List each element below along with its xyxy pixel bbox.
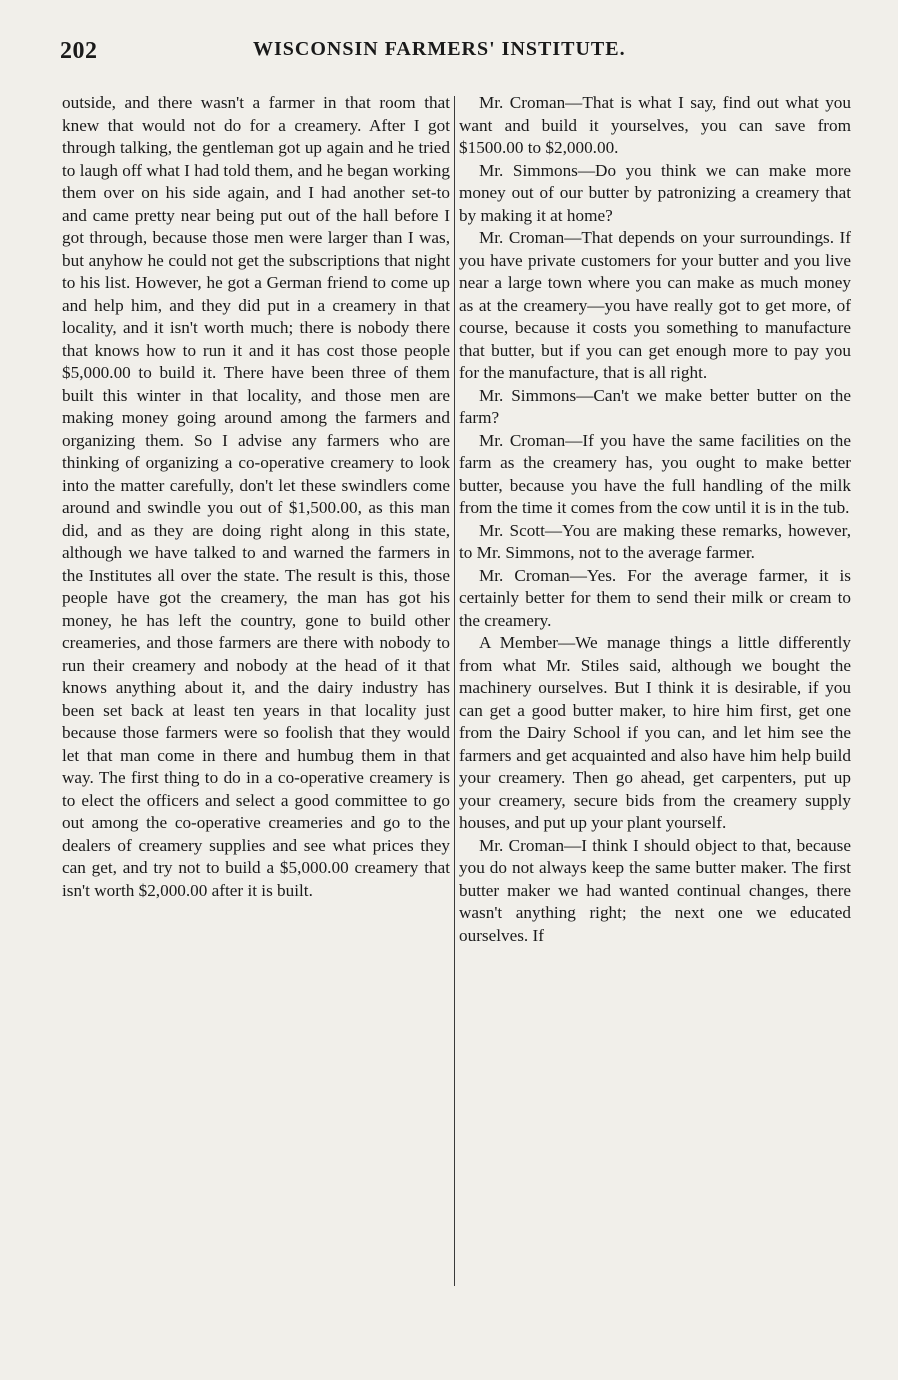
paragraph: Mr. Croman—That depends on your surroundings. If you have private customers for your butter and you live near a large town where you can make as much money as at the creamery—you have really got to get more, of course, because it costs you something to manufacture that butter, but if you can get enough more to pay you for the manufacture, that is all right. — [459, 228, 851, 382]
paragraph: outside, and there wasn't a farmer in that room that knew that would not do for a creamery. After I got through talking, the gentleman got up again and he tried to laugh off what I had told them, and he began working them over on his side again, and I had another set-to and came pretty near being put out of the hall before I got through, because those men were larger than I was, but anyhow he could not get the subscriptions that night to his list. However, he got a German friend to come up and help him, and they did put in a creamery in that locality, and it isn't worth much; there is nobody there that knows how to run it and it has cost those people $5,000.00 to build it. There have been three of them built this winter in that locality, and those men are making money going around among the farmers and organizing them. So I advise any farmers who are thinking of organizing a co-operative creamery to look into the matter carefully, don't let these swindlers come around and swindle you out of $1,500.00, as this man did, and as they are doing right along in this state, although we have talked to and warned the farmers in the Institutes all over the state. The result is this, those people have got the creamery, the man has got his money, he has left the country, gone to build other creameries, and those farmers are there with nobody to run their creamery and nobody at the head of it that knows anything about it, and the dairy industry has been set back at least ten years in that locality just because those farmers were so foolish that they would let that man come in there and humbug them in that way. The first thing to do in a co-operative creamery is to elect the officers and select a good committee to go out among the co-operative creameries and go to the dealers of creamery supplies and see what prices they can get, and try not to build a $5,000.00 creamery that isn't worth $2,000.00 after it is built. — [62, 93, 450, 900]
paragraph: Mr. Croman—If you have the same facilities on the farm as the creamery has, you ought to make better butter, because you have the full handling of the milk from the time it comes from the cow until it is in the tub. — [459, 430, 851, 517]
paragraph: Mr. Simmons—Do you think we can make more money out of our butter by patronizing a creamery that by making it at home? — [459, 160, 851, 225]
right-column — [459, 92, 851, 947]
left-column — [62, 92, 450, 902]
paragraph: Mr. Scott—You are making these remarks, however, to Mr. Simmons, not to the average farmer. — [459, 520, 851, 562]
page-number: 202 — [60, 38, 98, 64]
paragraph: Mr. Croman—That is what I say, find out what you want and build it yourselves, you can save from $1500.00 to $2,000.00. — [459, 93, 851, 157]
page-header — [60, 36, 850, 70]
paragraph: Mr. Croman—Yes. For the average farmer, it is certainly better for them to send their milk or cream to the creamery. — [459, 565, 851, 630]
paragraph: Mr. Croman—I think I should object to that, because you do not always keep the same butter maker. The first butter maker we had wanted continual changes, there wasn't anything right; the next one we educated ourselves. If — [459, 835, 851, 945]
paragraph: A Member—We manage things a little differently from what Mr. Stiles said, although we bought the machinery ourselves. But I think it is desirable, if you can get a good butter maker, to hire him first, get one from the Dairy School if you can, and let him see the farmers and get acquainted and also have him help build your creamery. Then go ahead, get carpenters, put up your creamery, secure bids from the creamery supply houses, and put up your plant yourself. — [459, 633, 851, 832]
running-title: WISCONSIN FARMERS' INSTITUTE. — [253, 38, 626, 60]
paragraph: Mr. Simmons—Can't we make better butter on the farm? — [459, 385, 851, 427]
column-divider — [454, 96, 455, 1286]
